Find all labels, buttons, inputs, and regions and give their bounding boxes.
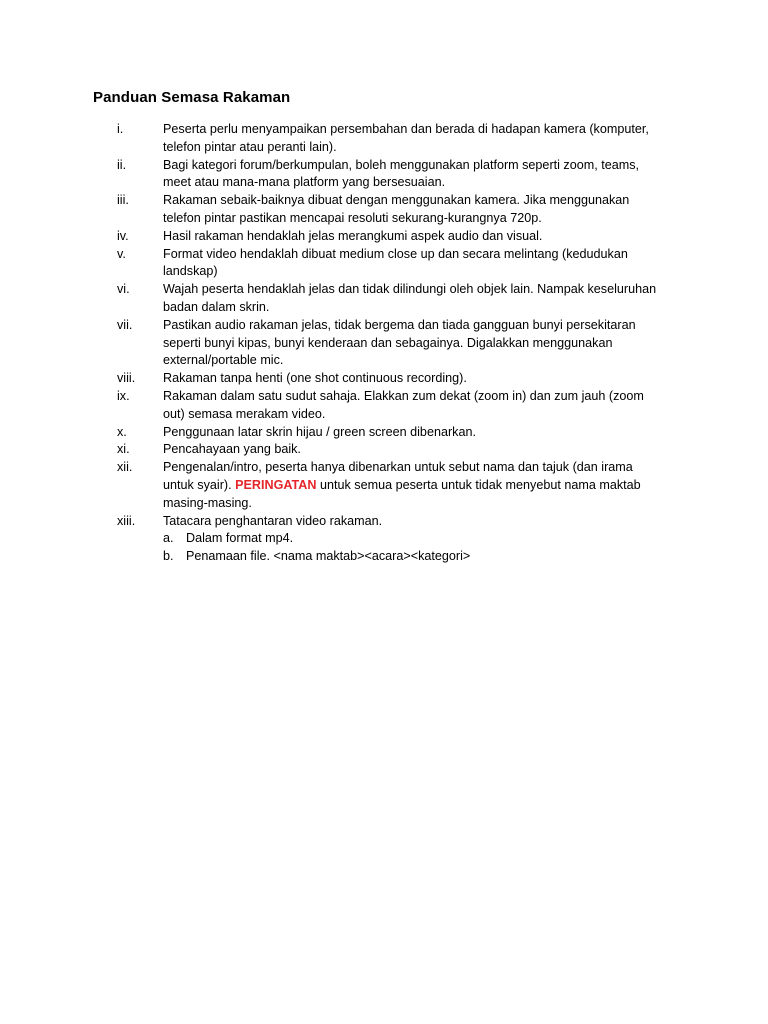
list-item [117, 121, 662, 157]
list-item-text: Format video hendaklah dibuat medium close up dan secara melintang (kedudukan landskap) [163, 246, 628, 279]
list-item-text: Wajah peserta hendaklah jelas dan tidak dilindungi oleh objek lain. Nampak keseluruhan badan dalam skrin. [163, 282, 657, 314]
list-item [117, 228, 662, 246]
list-item-number: v. [117, 246, 126, 261]
list-item [117, 281, 662, 317]
list-item-number: x. [117, 424, 127, 439]
sub-list-item [163, 530, 662, 548]
list-item-text: Pastikan audio rakaman jelas, tidak bergema dan tiada gangguan bunyi persekitaran seperti bunyi kipas, bunyi kenderaan dan sebagainya. Digalakkan menggunakan external/portable mic. [163, 317, 636, 368]
page-title: Panduan Semasa Rakaman [93, 89, 291, 106]
sub-list-item-letter: a. [163, 531, 174, 546]
list-item-text-after: untuk semua peserta untuk tidak menyebut nama maktab masing-masing. [163, 477, 641, 510]
list-item-number: i. [117, 122, 124, 136]
list-item [117, 424, 662, 442]
list-item [117, 192, 662, 228]
sub-list [163, 530, 662, 566]
list-item-text: Bagi kategori forum/berkumpulan, boleh menggunakan platform seperti zoom, teams, meet atau mana-mana platform yang bersesuaian. [163, 157, 640, 190]
list-item-number: vi. [117, 282, 130, 297]
list-item-number: vii. [117, 317, 133, 332]
list-item [117, 157, 662, 193]
list-item-number: ix. [117, 388, 130, 403]
sub-list-item-text: Penamaan file. <nama maktab><acara><kategori> [186, 549, 471, 564]
guideline-list [117, 121, 662, 566]
list-item-body [163, 513, 662, 566]
list-item [117, 370, 662, 388]
list-item [117, 513, 662, 566]
list-item [117, 441, 662, 459]
list-item-number: xii. [117, 460, 133, 475]
list-item-text: Rakaman tanpa henti (one shot continuous recording). [163, 371, 467, 386]
sub-list-item [163, 548, 662, 566]
list-item [117, 388, 662, 424]
list-item-text: Rakaman dalam satu sudut sahaja. Elakkan zum dekat (zoom in) dan zum jauh (zoom out) semasa merakam video. [163, 388, 644, 421]
list-item-text: Peserta perlu menyampaikan persembahan dan berada di hadapan kamera (komputer, telefon pintar atau peranti lain). [163, 122, 649, 154]
list-item [117, 246, 662, 282]
list-item [117, 317, 662, 370]
list-item-number: ii. [117, 157, 127, 172]
list-item-number: viii. [117, 371, 136, 386]
list-item-text [163, 459, 662, 512]
list-item-number: iii. [117, 193, 129, 208]
sub-list-item-letter: b. [163, 549, 174, 564]
sub-list-item-text: Dalam format mp4. [186, 531, 294, 546]
list-item-number: xiii. [117, 513, 136, 528]
list-item-text: Hasil rakaman hendaklah jelas merangkumi aspek audio dan visual. [163, 228, 543, 243]
warning-label: PERINGATAN [235, 477, 317, 492]
list-item-text: Tatacara penghantaran video rakaman. [163, 513, 383, 528]
list-item-text: Pencahayaan yang baik. [163, 442, 301, 457]
list-item [117, 459, 662, 512]
list-item-text: Penggunaan latar skrin hijau / green screen dibenarkan. [163, 424, 476, 439]
list-item-text-before: Pengenalan/intro, peserta hanya dibenarkan untuk sebut nama dan tajuk (dan irama untuk syair). [163, 460, 633, 492]
list-item-text: Rakaman sebaik-baiknya dibuat dengan menggunakan kamera. Jika menggunakan telefon pintar pastikan mencapai resoluti sekurang-kurangnya 720p. [163, 193, 630, 225]
list-item-number: iv. [117, 228, 129, 243]
list-item-number: xi. [117, 442, 130, 457]
